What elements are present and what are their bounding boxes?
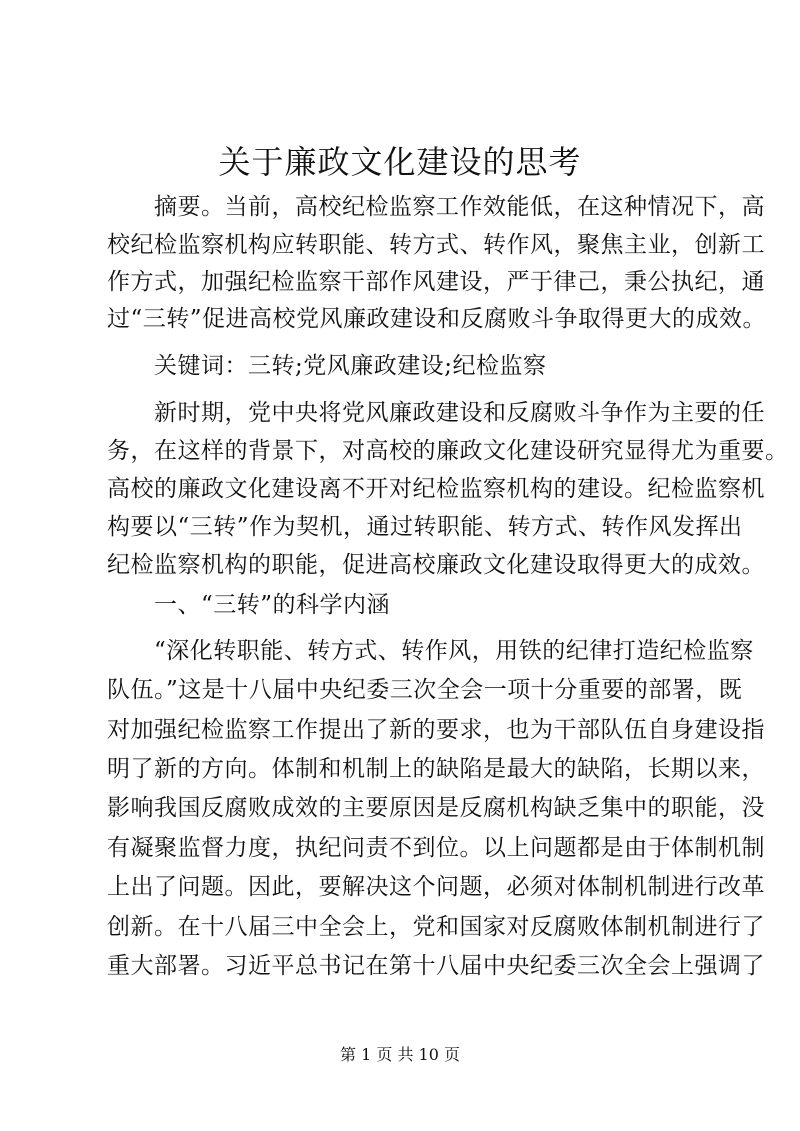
body-line: “深化转职能、转方式、转作风，用铁的纪律打造纪检监察 (154, 638, 754, 664)
abstract-line: 作方式，加强纪检监察干部作风建设，严于律己，秉公执纪，通 (107, 269, 765, 295)
abstract-line: 摘要。当前，高校纪检监察工作效能低，在这种情况下，高 (154, 194, 765, 220)
body-line: 高校的廉政文化建设离不开对纪检监察机构的建设。纪检监察机 (107, 476, 765, 502)
section-heading: 一、“三转”的科学内涵 (154, 592, 391, 618)
body-line: 明了新的方向。体制和机制上的缺陷是最大的缺陷，长期以来， (107, 756, 765, 782)
keywords-line: 关键词：三转;党风廉政建设;纪检监察 (154, 353, 547, 379)
body-line: 有凝聚监督力度，执纪问责不到位。以上问题都是由于体制机制 (107, 835, 765, 861)
body-line: 务，在这样的背景下，对高校的廉政文化建设研究显得尤为重要。 (107, 438, 789, 464)
body-line: 影响我国反腐败成效的主要原因是反腐机构缺乏集中的职能，没 (107, 795, 765, 821)
abstract-line: 过“三转”促进高校党风廉政建设和反腐败斗争取得更大的成效。 (107, 306, 767, 332)
body-line: 队伍。”这是十八届中央纪委三次全会一项十分重要的部署，既 (107, 677, 743, 703)
body-line: 创新。在十八届三中全会上，党和国家对反腐败体制机制进行了 (107, 914, 765, 940)
abstract-line: 校纪检监察机构应转职能、转方式、转作风，聚焦主业，创新工 (107, 232, 765, 258)
body-line: 构要以“三转”作为契机，通过转职能、转方式、转作风发挥出 (107, 514, 743, 540)
body-line: 重大部署。习近平总书记在第十八届中央纪委三次全会上强调了 (107, 953, 765, 979)
body-line: 纪检监察机构的职能，促进高校廉政文化建设取得更大的成效。 (107, 552, 765, 578)
page-footer: 第 1 页 共 10 页 (340, 1045, 460, 1064)
body-line: 对加强纪检监察工作提出了新的要求，也为干部队伍自身建设指 (107, 717, 765, 743)
document-title: 关于廉政文化建设的思考 (218, 143, 582, 181)
body-line: 新时期，党中央将党风廉政建设和反腐败斗争作为主要的任 (154, 400, 765, 426)
body-line: 上出了问题。因此，要解决这个问题，必须对体制机制进行改革 (107, 874, 765, 900)
